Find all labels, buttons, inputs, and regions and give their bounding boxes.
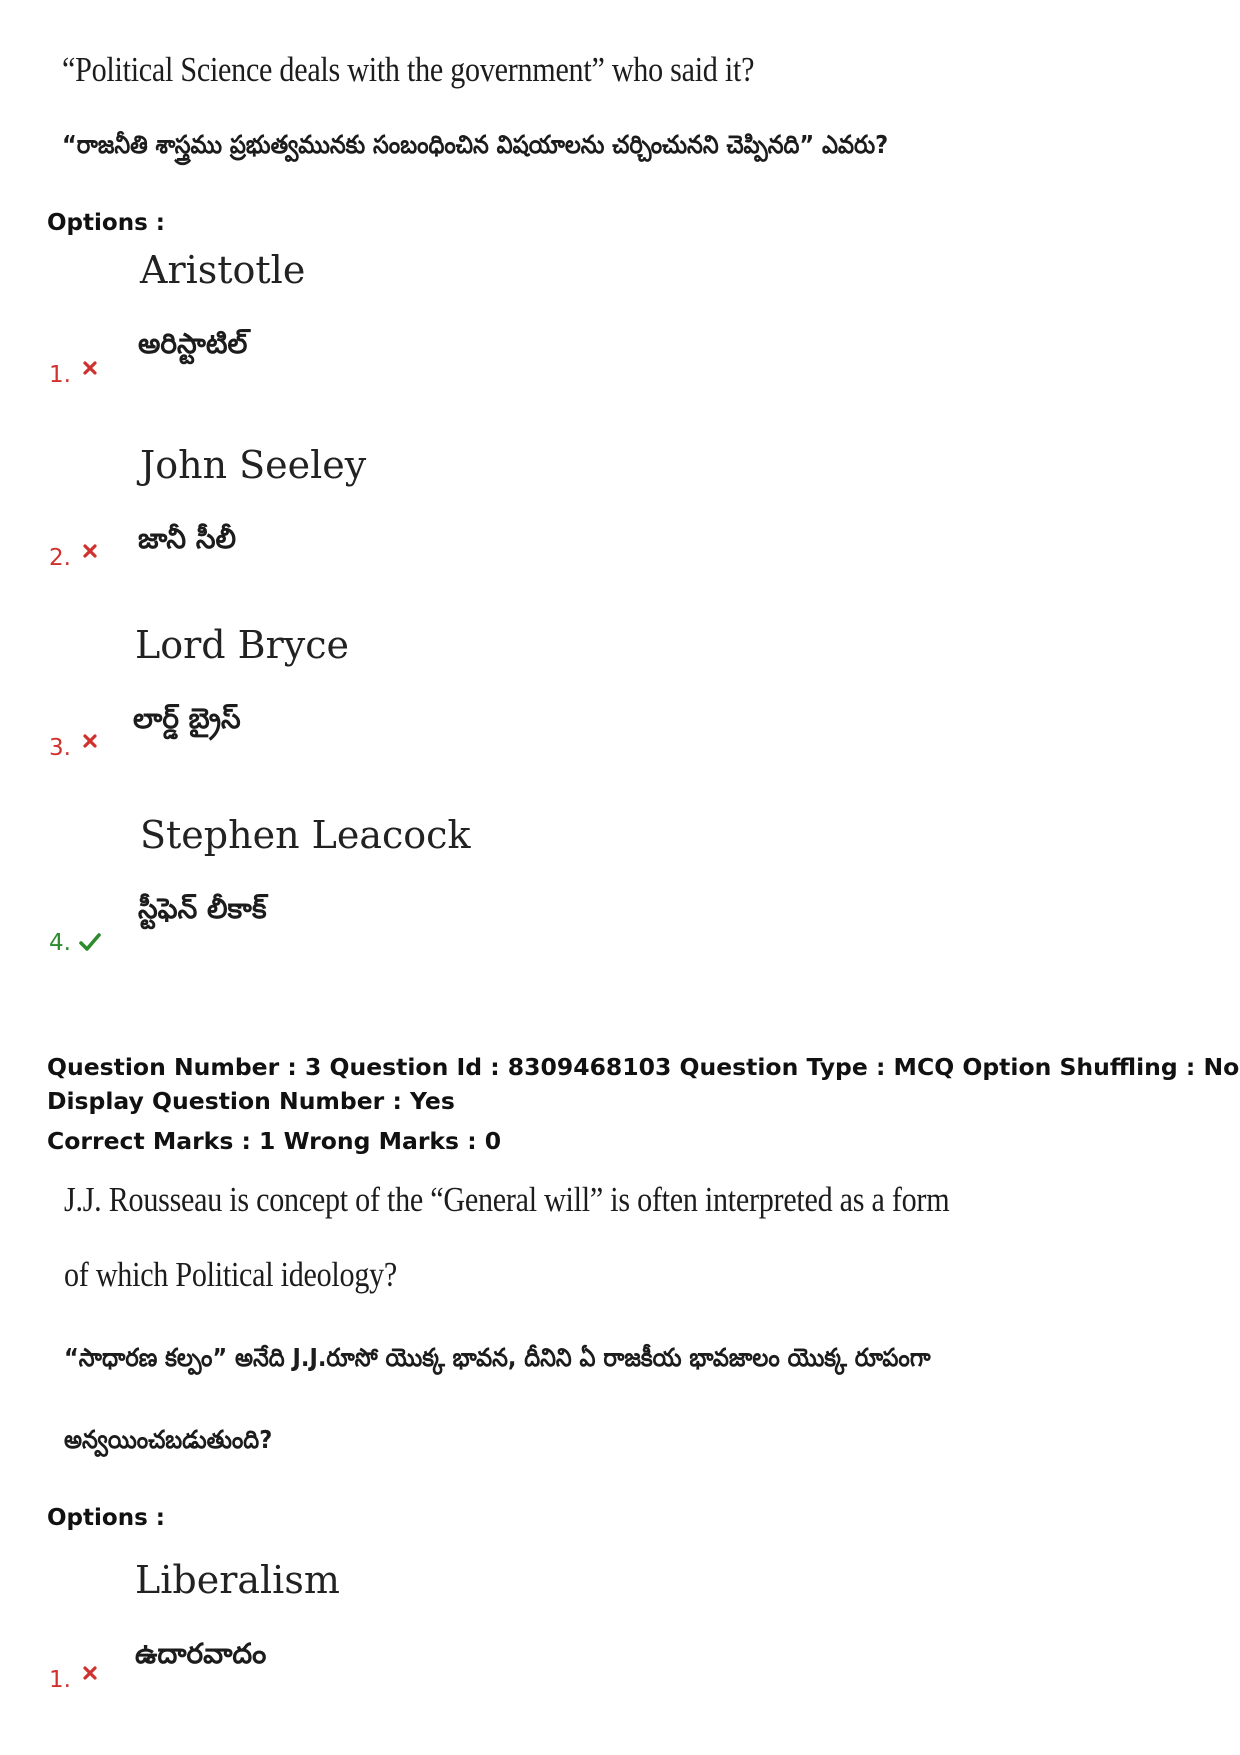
option-1-number: 1. [49,1667,97,1693]
cross-icon [83,361,97,375]
cross-icon [83,544,97,558]
option-4-text-en: Stephen Leacock [140,813,471,857]
option-4-text-te: స్టీఫెన్ లీకాక్ [138,892,267,925]
option-4-number: 4. [49,930,101,956]
cross-icon [83,734,97,748]
options-label: Options : [47,210,165,236]
option-1-text-en: Liberalism [135,1558,340,1602]
check-icon [79,933,101,951]
option-2-text-te: జానీ సీలీ [138,522,237,555]
question-text-en-line1: J.J. Rousseau is concept of the “General will” is often interpreted as a form [64,1180,950,1219]
option-1-text-te: ఉదారవాదం [135,1637,267,1670]
options-label: Options : [47,1505,165,1531]
option-2-number: 2. [49,545,97,571]
question-text-en: “Political Science deals with the government” who said it? [62,50,755,89]
question-meta-line: Question Number : 3 Question Id : 8309468103 Question Type : MCQ Option Shuffling : No [47,1053,1240,1081]
option-1-number: 1. [49,362,97,388]
option-2-text-en: John Seeley [140,443,367,487]
question-text-te-line1: “సాధారణ కల్పం” అనేది J.J.రూసో యొక్క భావన, దీనిని ఏ రాజకీయ భావజాలం యొక్క రూపంగా [64,1343,931,1372]
question-marks: Correct Marks : 1 Wrong Marks : 0 [47,1127,502,1155]
question-text-te-line2: అన్వయించబడుతుంది? [64,1425,273,1454]
option-3-text-te: లార్డ్ బ్రైస్ [133,702,241,735]
option-1-text-te: అరిస్టాటిల్ [138,327,248,360]
option-3-number: 3. [49,735,97,761]
option-3-text-en: Lord Bryce [135,623,350,667]
cross-icon [83,1666,97,1680]
question-text-en-line2: of which Political ideology? [64,1255,398,1294]
option-1-text-en: Aristotle [140,248,306,292]
question-display-number: Display Question Number : Yes [47,1087,455,1115]
question-text-te: “రాజనీతి శాస్త్రము ప్రభుత్వమునకు సంబంధించిన విషయాలను చర్చించునని చెప్పినది” ఎవరు? [62,130,889,159]
